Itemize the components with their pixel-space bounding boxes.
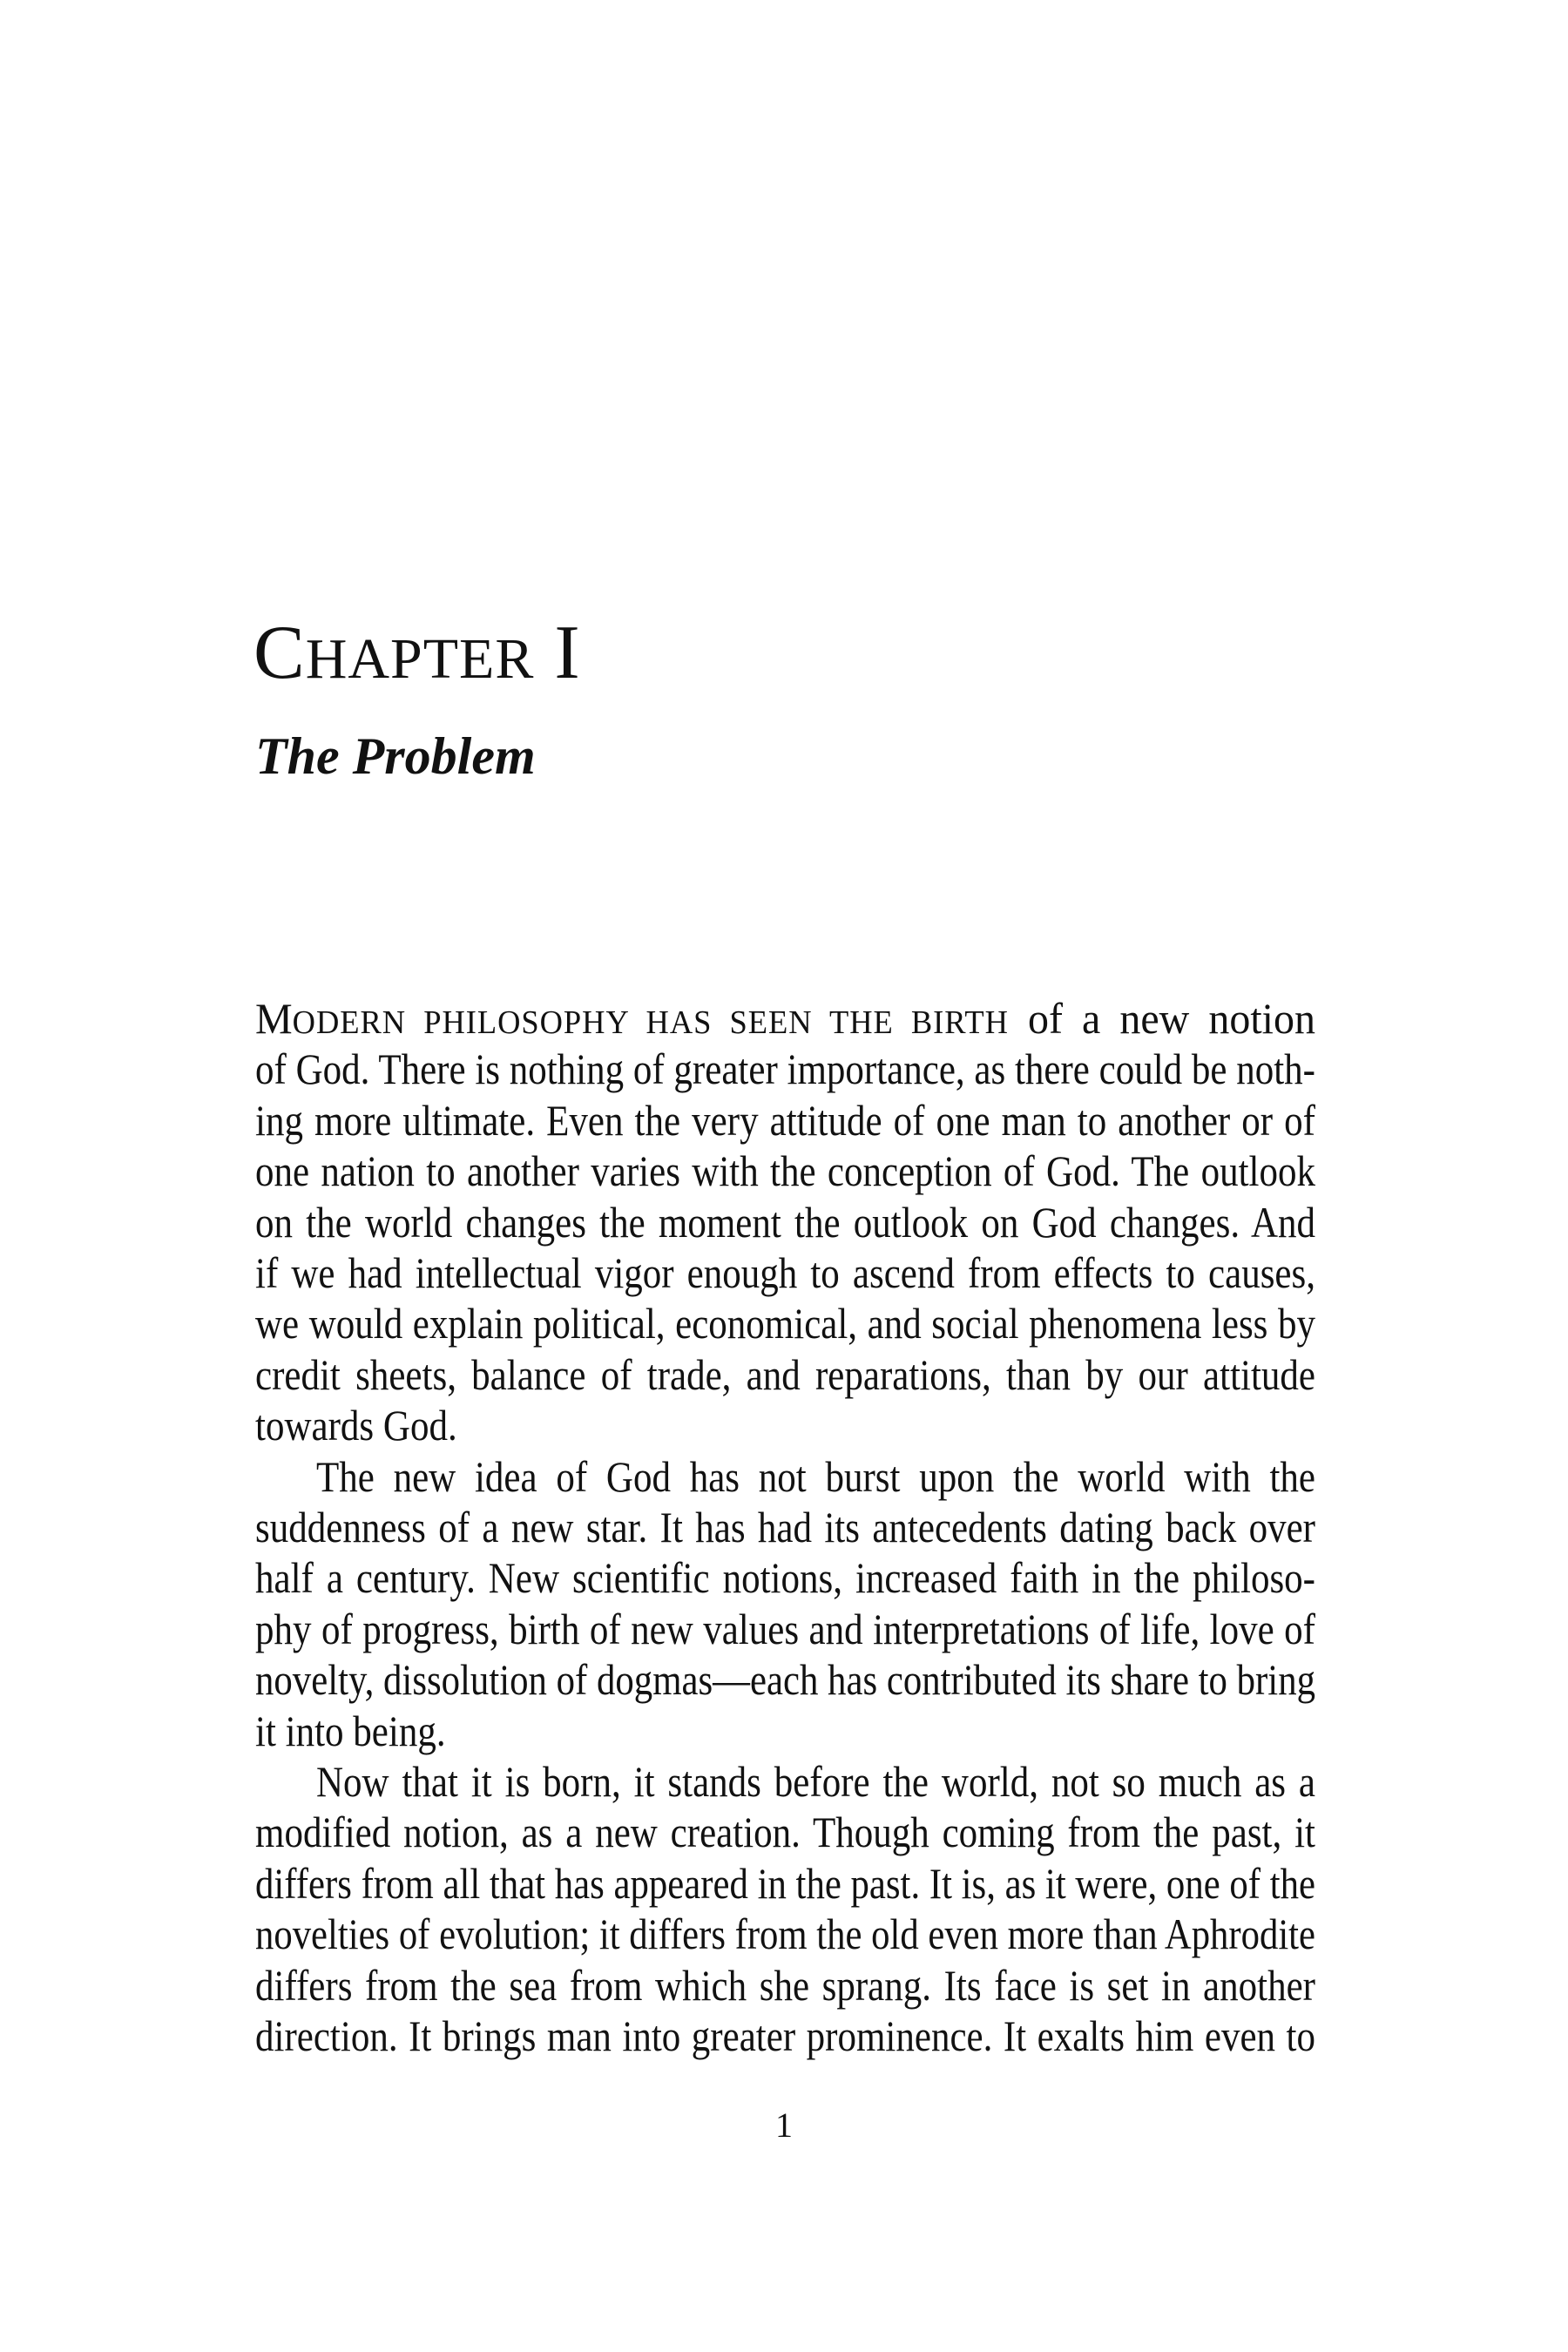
text-line — [255, 1654, 1315, 1705]
chapter-title-initial: C — [253, 611, 306, 695]
text-line-content: suddenness of a new star. It has had its antecedents dating back over — [255, 1503, 1315, 1551]
text-line — [255, 1197, 1315, 1247]
text-line — [255, 1909, 1315, 1959]
text-line — [255, 1552, 1315, 1603]
text-line-content: credit sheets, balance of trade, and reparations, than by our attitude — [255, 1349, 1315, 1399]
text-line — [255, 1502, 1315, 1552]
text-line — [255, 1044, 1315, 1094]
text-line-content: novelty, dissolution of dogmas—each has contributed its share to bring — [255, 1655, 1315, 1705]
text-line — [255, 1349, 1315, 1400]
lead-in-small-caps — [255, 994, 1009, 1043]
text-line — [255, 1146, 1315, 1196]
text-line — [255, 993, 1315, 1044]
text-line-content: Now that it is born, it stands before the world, not so much as a — [316, 1757, 1315, 1806]
chapter-subtitle: The Problem — [255, 727, 536, 785]
text-line — [255, 1960, 1315, 2011]
text-line-content: modified notion, as a new creation. Though coming from the past, it — [255, 1808, 1315, 1857]
text-line — [255, 1756, 1315, 1807]
text-line — [255, 1858, 1315, 1909]
chapter-title — [253, 610, 581, 703]
text-line — [255, 1400, 1315, 1450]
text-line-content: novelties of evolution; it differs from the old even more than Aphrodite — [255, 1909, 1315, 1959]
text-line — [255, 1095, 1315, 1146]
text-line-content: differs from all that has appeared in the past. It is, as it were, one of the — [255, 1858, 1315, 1908]
text-line-content: direction. It brings man into greater prominence. It exalts him even to — [255, 2011, 1315, 2060]
text-line — [255, 1298, 1315, 1348]
text-line-content: of God. There is nothing of greater importance, as there could be noth- — [255, 1044, 1315, 1094]
text-line-content: ing more ultimate. Even the very attitude of one man to another or of — [255, 1095, 1315, 1145]
text-line — [255, 1706, 1315, 1756]
text-line-content: on the world changes the moment the outlook on God changes. And — [255, 1197, 1315, 1247]
page-number: 1 — [775, 2105, 793, 2145]
text-line-content: it into being. — [255, 1706, 446, 1755]
text-line — [255, 1451, 1315, 1502]
lead-in-rest: ODERN PHILOSOPHY HAS SEEN THE BIRTH — [292, 1004, 1009, 1041]
text-line-content: phy of progress, birth of new values and interpretations of life, love of — [255, 1604, 1315, 1653]
text-line — [255, 2011, 1315, 2061]
text-line-content: we would explain political, economical, and social phenomena less by — [255, 1299, 1315, 1348]
text-line-content — [255, 993, 1315, 1048]
text-line — [255, 1807, 1315, 1857]
text-line-content: towards God. — [255, 1401, 457, 1450]
text-line-content: differs from the sea from which she sprang. Its face is set in another — [255, 1960, 1315, 2010]
text-line — [255, 1604, 1315, 1654]
chapter-title-rest: HAPTER — [305, 627, 535, 691]
text-line-content: half a century. New scientific notions, increased faith in the philoso- — [255, 1553, 1315, 1603]
lead-in-initial: M — [255, 994, 293, 1043]
line-text: of a new notion — [1008, 994, 1315, 1043]
text-line-content: if we had intellectual vigor enough to ascend from effects to causes, — [255, 1248, 1315, 1297]
text-line-content: The new idea of God has not burst upon the world with the — [316, 1451, 1315, 1501]
text-line-content: one nation to another varies with the conception of God. The outlook — [255, 1146, 1315, 1196]
chapter-numeral: I — [554, 611, 581, 695]
text-line — [255, 1247, 1315, 1298]
